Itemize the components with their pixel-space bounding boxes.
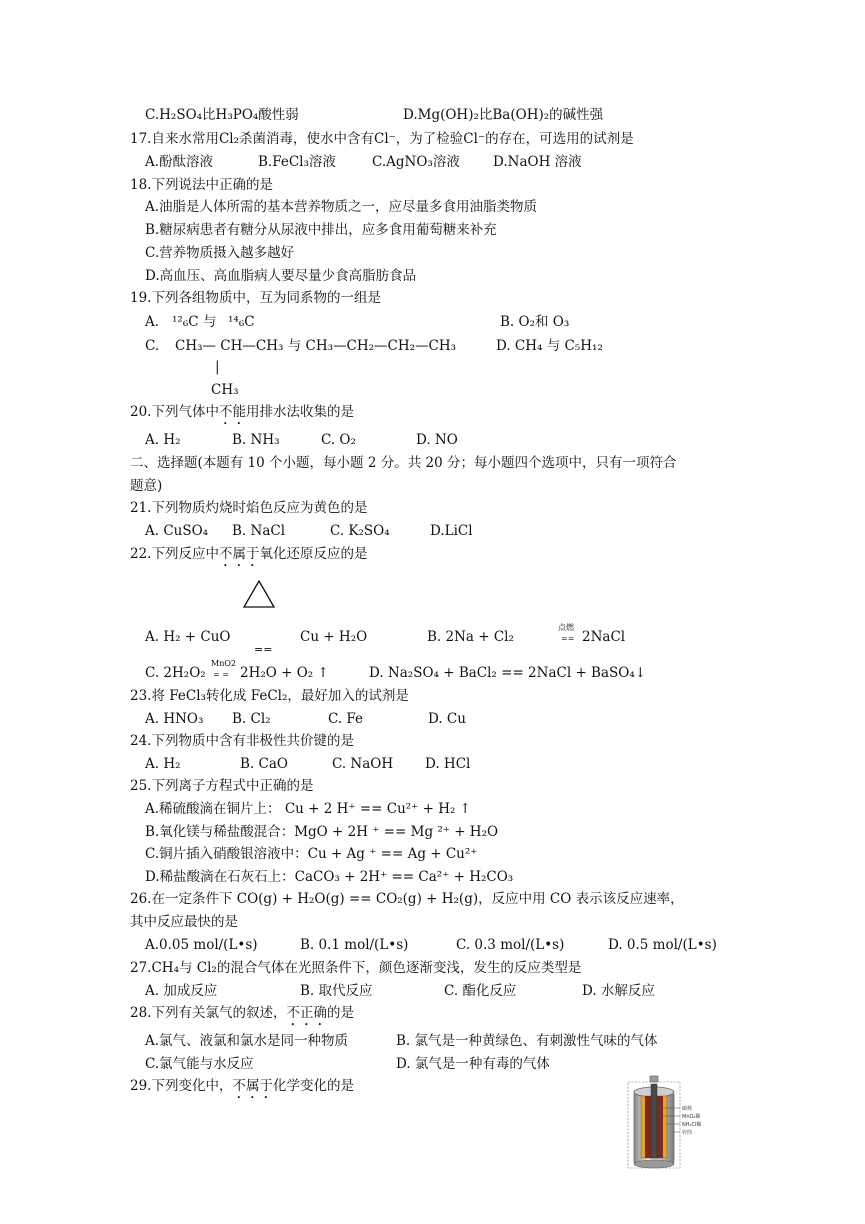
q20-stem-emphasis: 不能 [218, 404, 246, 420]
q24-option-c: C. NaOH [332, 756, 394, 772]
label-mno2-paste: MnO₂糊 [682, 1114, 701, 1120]
q29-stem [130, 1077, 354, 1102]
q19-branch-methyl: CH₃ [211, 382, 239, 398]
q27-stem: 27.CH₄与 Cl₂的混合气体在光照条件下，颜色逐渐变浅，发生的反应类型是 [130, 960, 582, 976]
q28-option-a: A.氯气、液氯和氯水是同一种物质 [145, 1033, 349, 1049]
q18-option-c: C.营养物质摄入越多越好 [145, 245, 295, 261]
q28-stem-post: 的是 [326, 1005, 354, 1021]
q26-option-d: D. 0.5 mol/(L•s) [608, 937, 717, 953]
q19-option-b: B. O₂和 O₃ [500, 314, 570, 330]
section-2-heading-line-2: 题意) [130, 478, 163, 494]
q21-option-a: A. CuSO₄ [145, 523, 209, 539]
q28-option-b: B. 氯气是一种黄绿色、有刺激性气味的气体 [396, 1033, 658, 1049]
q22-option-b-condition: 点燃 [558, 623, 574, 632]
q17-stem: 17.自来水常用Cl₂杀菌消毒，使水中含有Cl⁻，为了检验Cl⁻的存在，可选用的试剂是 [130, 131, 634, 147]
q18-option-b: B.糖尿病患者有糖分从尿液中排出，应多食用葡萄糖来补充 [145, 222, 497, 238]
q26-option-c: C. 0.3 mol/(L•s) [456, 937, 565, 953]
heating-triangle-icon [242, 579, 276, 609]
q29-stem-emphasis: 不属于 [232, 1078, 273, 1094]
q25-option-b: B.氧化镁与稀盐酸混合：MgO + 2H ⁺ == Mg ²⁺ + H₂O [145, 824, 499, 840]
q22-option-a-products: Cu + H₂O [300, 629, 368, 645]
q17-option-b: B.FeCl₃溶液 [258, 154, 336, 170]
q28-stem [130, 1004, 354, 1029]
q22-option-c-products: 2H₂O + O₂ ↑ [240, 665, 329, 681]
q21-stem: 21.下列物质灼烧时焰色反应为黄色的是 [130, 500, 368, 516]
q25-option-a: A.稀硫酸滴在铜片上： Cu + 2 H⁺ == Cu²⁺ + H₂ ↑ [145, 801, 471, 817]
q24-stem: 24.下列物质中含有非极性共价键的是 [130, 733, 354, 749]
q26-stem-2: 其中反应最快的是 [130, 914, 238, 930]
q16-option-d: D.Mg(OH)₂比Ba(OH)₂的碱性强 [403, 107, 604, 123]
q24-option-d: D. HCl [425, 756, 471, 772]
q19-stem: 19.下列各组物质中，互为同系物的一组是 [130, 290, 381, 306]
q19-option-d: D. CH₄ 与 C₅H₁₂ [496, 338, 603, 354]
q17-option-d: D.NaOH 溶液 [493, 154, 582, 170]
label-zinc-can: 锌筒 [682, 1130, 693, 1136]
q17-option-c: C.AgNO₃溶液 [372, 154, 460, 170]
q20-option-a: A. H₂ [145, 432, 181, 448]
q19-branch-bond: | [215, 359, 220, 375]
q22-option-b-equals: == [561, 634, 575, 643]
battery-bottom [634, 1160, 674, 1168]
q20-option-d: D. NO [416, 432, 458, 448]
q20-stem [130, 403, 354, 428]
q23-option-d: D. Cu [428, 711, 466, 727]
label-carbon-rod: 碳棒 [682, 1106, 693, 1112]
q22-stem-emphasis: 不属于 [218, 546, 260, 562]
q24-option-a: A. H₂ [145, 756, 181, 772]
q28-stem-pre: 28.下列有关氯气的叙述， [130, 1005, 287, 1021]
q29-stem-pre: 29.下列变化中， [130, 1078, 233, 1094]
q22-option-a-equals: == [254, 643, 273, 656]
q19-option-c-label: C. [145, 338, 160, 354]
q22-stem [130, 545, 367, 570]
q25-option-c: C.铜片插入硝酸银溶液中：Cu + Ag ⁺ == Ag + Cu²⁺ [145, 846, 478, 862]
q27-option-c: C. 酯化反应 [444, 983, 517, 999]
q23-option-c: C. Fe [328, 711, 364, 727]
q20-stem-pre: 20.下列气体中 [130, 404, 219, 420]
q22-stem-pre: 22.下列反应中 [130, 546, 219, 562]
q16-option-c: C.H₂SO₄比H₃PO₄酸性弱 [145, 107, 299, 123]
q23-stem: 23.将 FeCl₃转化成 FeCl₂，最好加入的试剂是 [130, 688, 409, 704]
q24-option-b: B. CaO [240, 756, 288, 772]
q26-stem: 26.在一定条件下 CO(g) + H₂O(g) == CO₂(g) + H₂(g)，反应中用 CO 表示该反应速率， [130, 891, 684, 907]
q19-option-a-isotope-1: ¹²₆C 与 [172, 314, 217, 330]
q26-option-b: B. 0.1 mol/(L•s) [300, 937, 409, 953]
q20-option-c: C. O₂ [321, 432, 356, 448]
q19-option-c-formula: CH₃— CH—CH₃ 与 CH₃—CH₂—CH₂—CH₃ [175, 338, 457, 354]
q21-option-d: D.LiCl [430, 523, 473, 539]
q22-option-a: A. H₂ + CuO [145, 629, 231, 645]
q22-option-c-reactant: C. 2H₂O₂ [145, 665, 206, 681]
carbon-rod [651, 1084, 657, 1158]
q18-stem: 18.下列说法中正确的是 [130, 177, 273, 193]
q28-option-c: C.氯气能与水反应 [145, 1056, 254, 1072]
q19-option-a-isotope-2: ¹⁴₆C [228, 314, 255, 330]
q29-stem-post: 化学变化的是 [272, 1078, 354, 1094]
q22-stem-post: 氧化还原反应的是 [259, 546, 368, 562]
q20-option-b: B. NH₃ [232, 432, 280, 448]
q27-option-a: A. 加成反应 [145, 983, 218, 999]
section-2-heading-line-1: 二、选择题(本题有 10 个小题，每小题 2 分。共 20 分；每小题四个选项中，只有一项符合 [130, 455, 677, 471]
q22-option-b-product: 2NaCl [582, 629, 626, 645]
q27-option-b: B. 取代反应 [300, 983, 373, 999]
q18-option-a: A.油脂是人体所需的基本营养物质之一，应尽量多食用油脂类物质 [145, 199, 538, 215]
label-nh4cl-paste: NH₄Cl糊 [682, 1122, 702, 1128]
q25-option-d: D.稀盐酸滴在石灰石上：CaCO₃ + 2H⁺ == Ca²⁺ + H₂CO₃ [145, 869, 514, 885]
q19-option-a-label: A. [145, 314, 160, 330]
q21-option-c: C. K₂SO₄ [330, 523, 390, 539]
q22-option-d: D. Na₂SO₄ + BaCl₂ == 2NaCl + BaSO₄↓ [369, 665, 647, 681]
q25-stem: 25.下列离子方程式中正确的是 [130, 778, 314, 794]
q26-option-a: A.0.05 mol/(L•s) [145, 937, 258, 953]
q22-option-b-reactants: B. 2Na + Cl₂ [427, 629, 514, 645]
q28-option-d: D. 氯气是一种有毒的气体 [396, 1056, 550, 1072]
q27-option-d: D. 水解反应 [582, 983, 655, 999]
q17-option-a: A.酚酞溶液 [145, 154, 214, 170]
q21-option-b: B. NaCl [232, 523, 286, 539]
q23-option-b: B. Cl₂ [232, 711, 271, 727]
q22-option-c-equals: = = [213, 670, 229, 679]
q23-option-a: A. HNO₃ [145, 711, 204, 727]
battery-cap [650, 1076, 658, 1082]
q18-option-d: D.高血压、高血脂病人要尽量少食高脂肪食品 [145, 268, 417, 284]
q20-stem-post: 用排水法收集的是 [245, 404, 354, 420]
q22-option-c-condition: MnO2 [211, 659, 236, 668]
q28-stem-emphasis: 不正确 [286, 1005, 327, 1021]
dry-cell-battery-diagram [618, 1074, 708, 1180]
